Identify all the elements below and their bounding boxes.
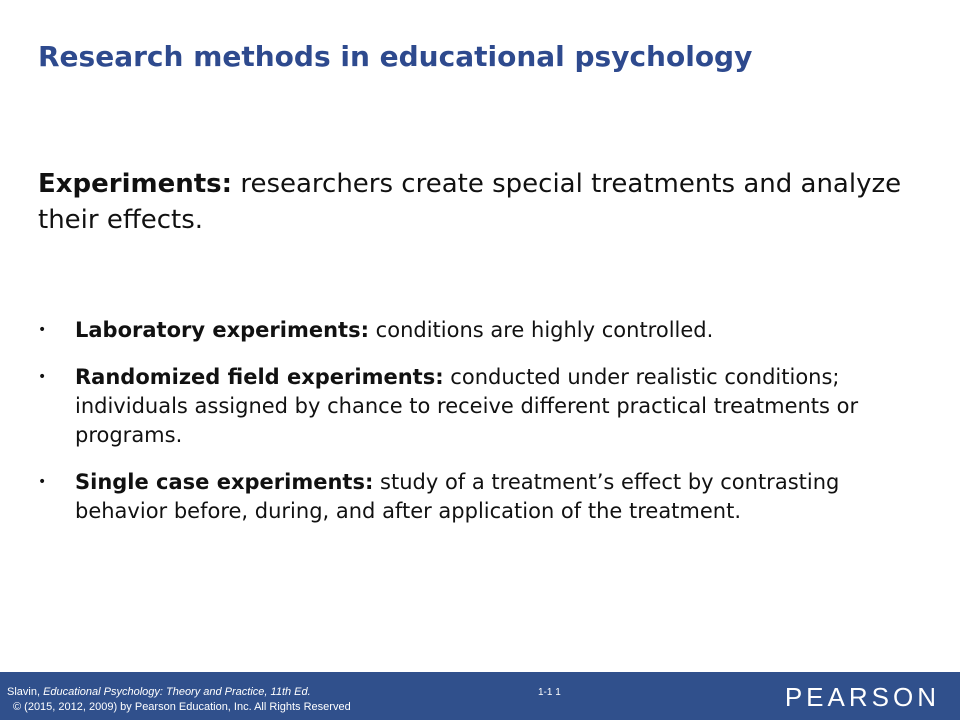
bullet-icon: • (38, 369, 47, 385)
slide-title: Research methods in educational psychology (38, 40, 753, 73)
bullet-icon: • (38, 474, 47, 490)
page-number: 1-1 1 (538, 687, 561, 698)
bullet-icon: • (38, 322, 47, 338)
footer-copyright: © (2015, 2012, 2009) by Pearson Education, Inc. All Rights Reserved (13, 701, 351, 713)
bullet-item-single-case (38, 468, 928, 526)
bullet-list (38, 316, 928, 526)
footer-author: Slavin, (7, 686, 44, 698)
bullet-text: conducted under realistic conditions; individuals assigned by chance to receive different practical treatments or programs. (75, 365, 859, 447)
footer-citation (7, 685, 351, 700)
bullet-term: Laboratory experiments: (75, 318, 369, 342)
footer-book-title: Educational Psychology: Theory and Practice, 11th Ed. (43, 686, 311, 698)
footer-credit (7, 685, 351, 715)
bullet-term: Randomized field experiments: (75, 365, 444, 389)
lead-term: Experiments: (38, 169, 233, 199)
footer-bar (0, 672, 960, 720)
lead-paragraph (38, 166, 918, 238)
bullet-item-laboratory (38, 316, 928, 345)
bullet-text: conditions are highly controlled. (369, 318, 714, 342)
bullet-term: Single case experiments: (75, 470, 374, 494)
lead-text: researchers create special treatments and analyze their effects. (38, 169, 902, 235)
bullet-item-randomized-field (38, 363, 928, 450)
pearson-logo: PEARSON (784, 682, 940, 712)
bullet-text: study of a treatment’s effect by contrasting behavior before, during, and after application of the treatment. (75, 470, 840, 523)
